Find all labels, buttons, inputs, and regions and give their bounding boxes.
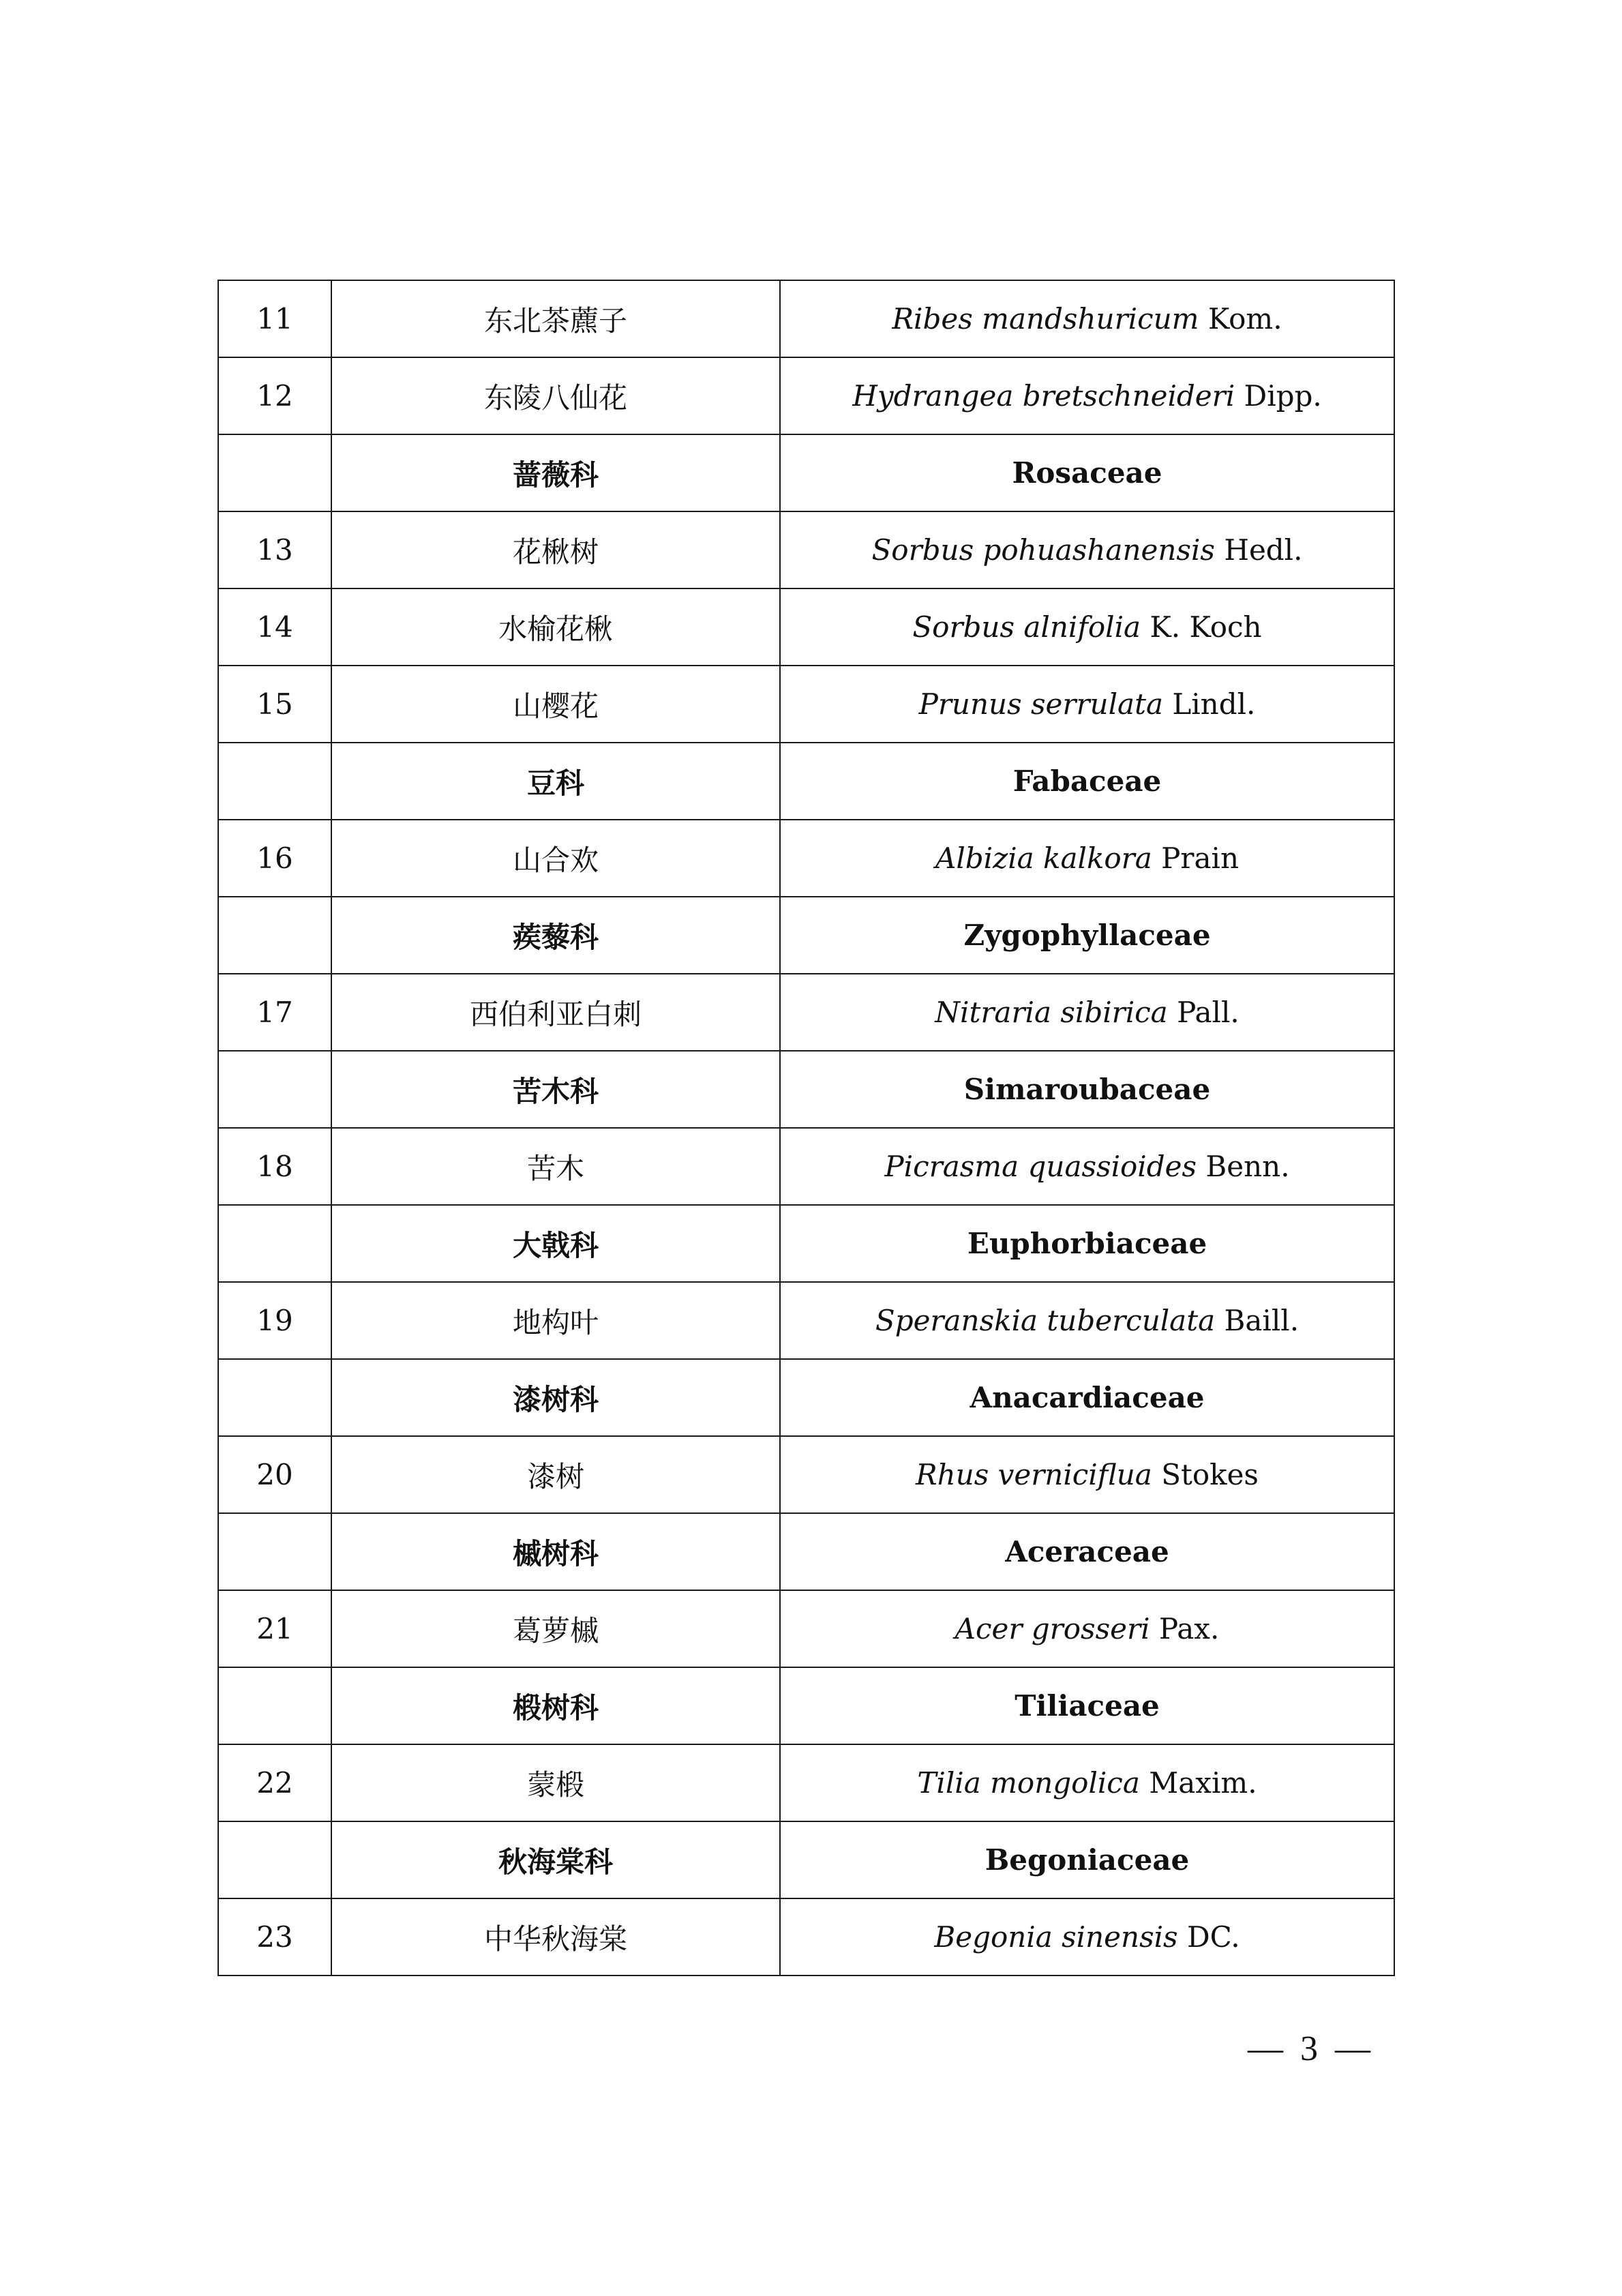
- family-latin-name: Fabaceae: [780, 743, 1394, 820]
- species-row: [218, 357, 1394, 434]
- row-number-cell: [218, 743, 331, 820]
- species-chinese-name: 葛萝槭: [331, 1590, 780, 1667]
- family-latin-name: Tiliaceae: [780, 1667, 1394, 1744]
- species-row: [218, 1128, 1394, 1205]
- family-chinese-name: 槭树科: [331, 1513, 780, 1590]
- family-header-row: [218, 1513, 1394, 1590]
- binomial-name: Acer grosseri: [955, 1612, 1150, 1645]
- row-number-cell: [218, 1821, 331, 1898]
- family-latin-name: Simaroubaceae: [780, 1051, 1394, 1128]
- species-row: [218, 666, 1394, 743]
- species-row: [218, 511, 1394, 588]
- species-scientific-name: [780, 588, 1394, 666]
- species-scientific-name: [780, 357, 1394, 434]
- species-chinese-name: 漆树: [331, 1436, 780, 1513]
- binomial-name: Prunus serrulata: [918, 687, 1163, 721]
- row-number-cell: 17: [218, 974, 331, 1051]
- binomial-name: Sorbus alnifolia: [912, 610, 1141, 644]
- species-scientific-name: [780, 666, 1394, 743]
- species-chinese-name: 山樱花: [331, 666, 780, 743]
- row-number-cell: 23: [218, 1898, 331, 1976]
- row-number-cell: 21: [218, 1590, 331, 1667]
- author-abbreviation: Prain: [1161, 841, 1240, 875]
- species-chinese-name: 苦木: [331, 1128, 780, 1205]
- row-number-cell: [218, 1359, 331, 1436]
- family-latin-name: Euphorbiaceae: [780, 1205, 1394, 1282]
- binomial-name: Nitraria sibirica: [935, 996, 1168, 1029]
- author-abbreviation: Pall.: [1177, 996, 1240, 1029]
- row-number-cell: 13: [218, 511, 331, 588]
- species-scientific-name: [780, 1898, 1394, 1976]
- species-chinese-name: 地构叶: [331, 1282, 780, 1359]
- species-row: [218, 280, 1394, 357]
- binomial-name: Albizia kalkora: [935, 841, 1152, 875]
- family-header-row: [218, 1359, 1394, 1436]
- family-chinese-name: 大戟科: [331, 1205, 780, 1282]
- species-scientific-name: [780, 511, 1394, 588]
- row-number-cell: 16: [218, 820, 331, 897]
- species-chinese-name: 西伯利亚白刺: [331, 974, 780, 1051]
- family-chinese-name: 秋海棠科: [331, 1821, 780, 1898]
- family-latin-name: Rosaceae: [780, 434, 1394, 511]
- family-header-row: [218, 1205, 1394, 1282]
- species-scientific-name: [780, 1282, 1394, 1359]
- family-chinese-name: 蔷薇科: [331, 434, 780, 511]
- species-scientific-name: [780, 1436, 1394, 1513]
- author-abbreviation: Hedl.: [1224, 533, 1303, 567]
- author-abbreviation: Stokes: [1161, 1458, 1259, 1491]
- row-number-cell: [218, 897, 331, 974]
- author-abbreviation: K. Koch: [1150, 610, 1262, 644]
- family-header-row: [218, 1051, 1394, 1128]
- binomial-name: Ribes mandshuricum: [892, 302, 1199, 336]
- row-number-cell: 15: [218, 666, 331, 743]
- species-scientific-name: [780, 974, 1394, 1051]
- species-row: [218, 1744, 1394, 1821]
- family-header-row: [218, 1667, 1394, 1744]
- species-row: [218, 1590, 1394, 1667]
- author-abbreviation: Dipp.: [1244, 379, 1322, 413]
- species-row: [218, 820, 1394, 897]
- author-abbreviation: Baill.: [1224, 1304, 1300, 1337]
- row-number-cell: 19: [218, 1282, 331, 1359]
- row-number-cell: [218, 1205, 331, 1282]
- author-abbreviation: Pax.: [1158, 1612, 1220, 1645]
- species-row: [218, 588, 1394, 666]
- row-number-cell: 18: [218, 1128, 331, 1205]
- family-chinese-name: 椴树科: [331, 1667, 780, 1744]
- species-scientific-name: [780, 280, 1394, 357]
- row-number-cell: [218, 1513, 331, 1590]
- species-chinese-name: 山合欢: [331, 820, 780, 897]
- species-chinese-name: 东陵八仙花: [331, 357, 780, 434]
- table-body: [218, 280, 1394, 1976]
- family-latin-name: Aceraceae: [780, 1513, 1394, 1590]
- row-number-cell: [218, 434, 331, 511]
- species-chinese-name: 水榆花楸: [331, 588, 780, 666]
- species-scientific-name: [780, 1128, 1394, 1205]
- family-chinese-name: 漆树科: [331, 1359, 780, 1436]
- row-number-cell: 14: [218, 588, 331, 666]
- species-row: [218, 1282, 1394, 1359]
- row-number-cell: [218, 1051, 331, 1128]
- row-number-cell: 22: [218, 1744, 331, 1821]
- family-latin-name: Begoniaceae: [780, 1821, 1394, 1898]
- row-number-cell: 12: [218, 357, 331, 434]
- binomial-name: Tilia mongolica: [917, 1766, 1140, 1800]
- plant-species-table: [217, 280, 1395, 1976]
- binomial-name: Picrasma quassioides: [884, 1150, 1197, 1183]
- family-chinese-name: 苦木科: [331, 1051, 780, 1128]
- species-chinese-name: 东北茶藨子: [331, 280, 780, 357]
- species-chinese-name: 花楸树: [331, 511, 780, 588]
- author-abbreviation: Maxim.: [1149, 1766, 1257, 1800]
- author-abbreviation: Lindl.: [1172, 687, 1256, 721]
- family-latin-name: Anacardiaceae: [780, 1359, 1394, 1436]
- binomial-name: Sorbus pohuashanensis: [871, 533, 1215, 567]
- family-chinese-name: 豆科: [331, 743, 780, 820]
- species-scientific-name: [780, 820, 1394, 897]
- species-row: [218, 974, 1394, 1051]
- species-row: [218, 1436, 1394, 1513]
- species-scientific-name: [780, 1590, 1394, 1667]
- family-chinese-name: 蒺藜科: [331, 897, 780, 974]
- page-number: — 3 —: [1248, 2029, 1375, 2068]
- family-latin-name: Zygophyllaceae: [780, 897, 1394, 974]
- binomial-name: Hydrangea bretschneideri: [852, 379, 1235, 413]
- binomial-name: Rhus verniciflua: [916, 1458, 1152, 1491]
- species-row: [218, 1898, 1394, 1976]
- species-scientific-name: [780, 1744, 1394, 1821]
- row-number-cell: 20: [218, 1436, 331, 1513]
- family-header-row: [218, 434, 1394, 511]
- family-header-row: [218, 897, 1394, 974]
- author-abbreviation: Kom.: [1207, 302, 1282, 336]
- family-header-row: [218, 743, 1394, 820]
- row-number-cell: [218, 1667, 331, 1744]
- family-header-row: [218, 1821, 1394, 1898]
- row-number-cell: 11: [218, 280, 331, 357]
- species-chinese-name: 蒙椴: [331, 1744, 780, 1821]
- binomial-name: Begonia sinensis: [934, 1920, 1178, 1954]
- species-chinese-name: 中华秋海棠: [331, 1898, 780, 1976]
- binomial-name: Speranskia tuberculata: [875, 1304, 1216, 1337]
- author-abbreviation: DC.: [1186, 1920, 1240, 1954]
- author-abbreviation: Benn.: [1205, 1150, 1290, 1183]
